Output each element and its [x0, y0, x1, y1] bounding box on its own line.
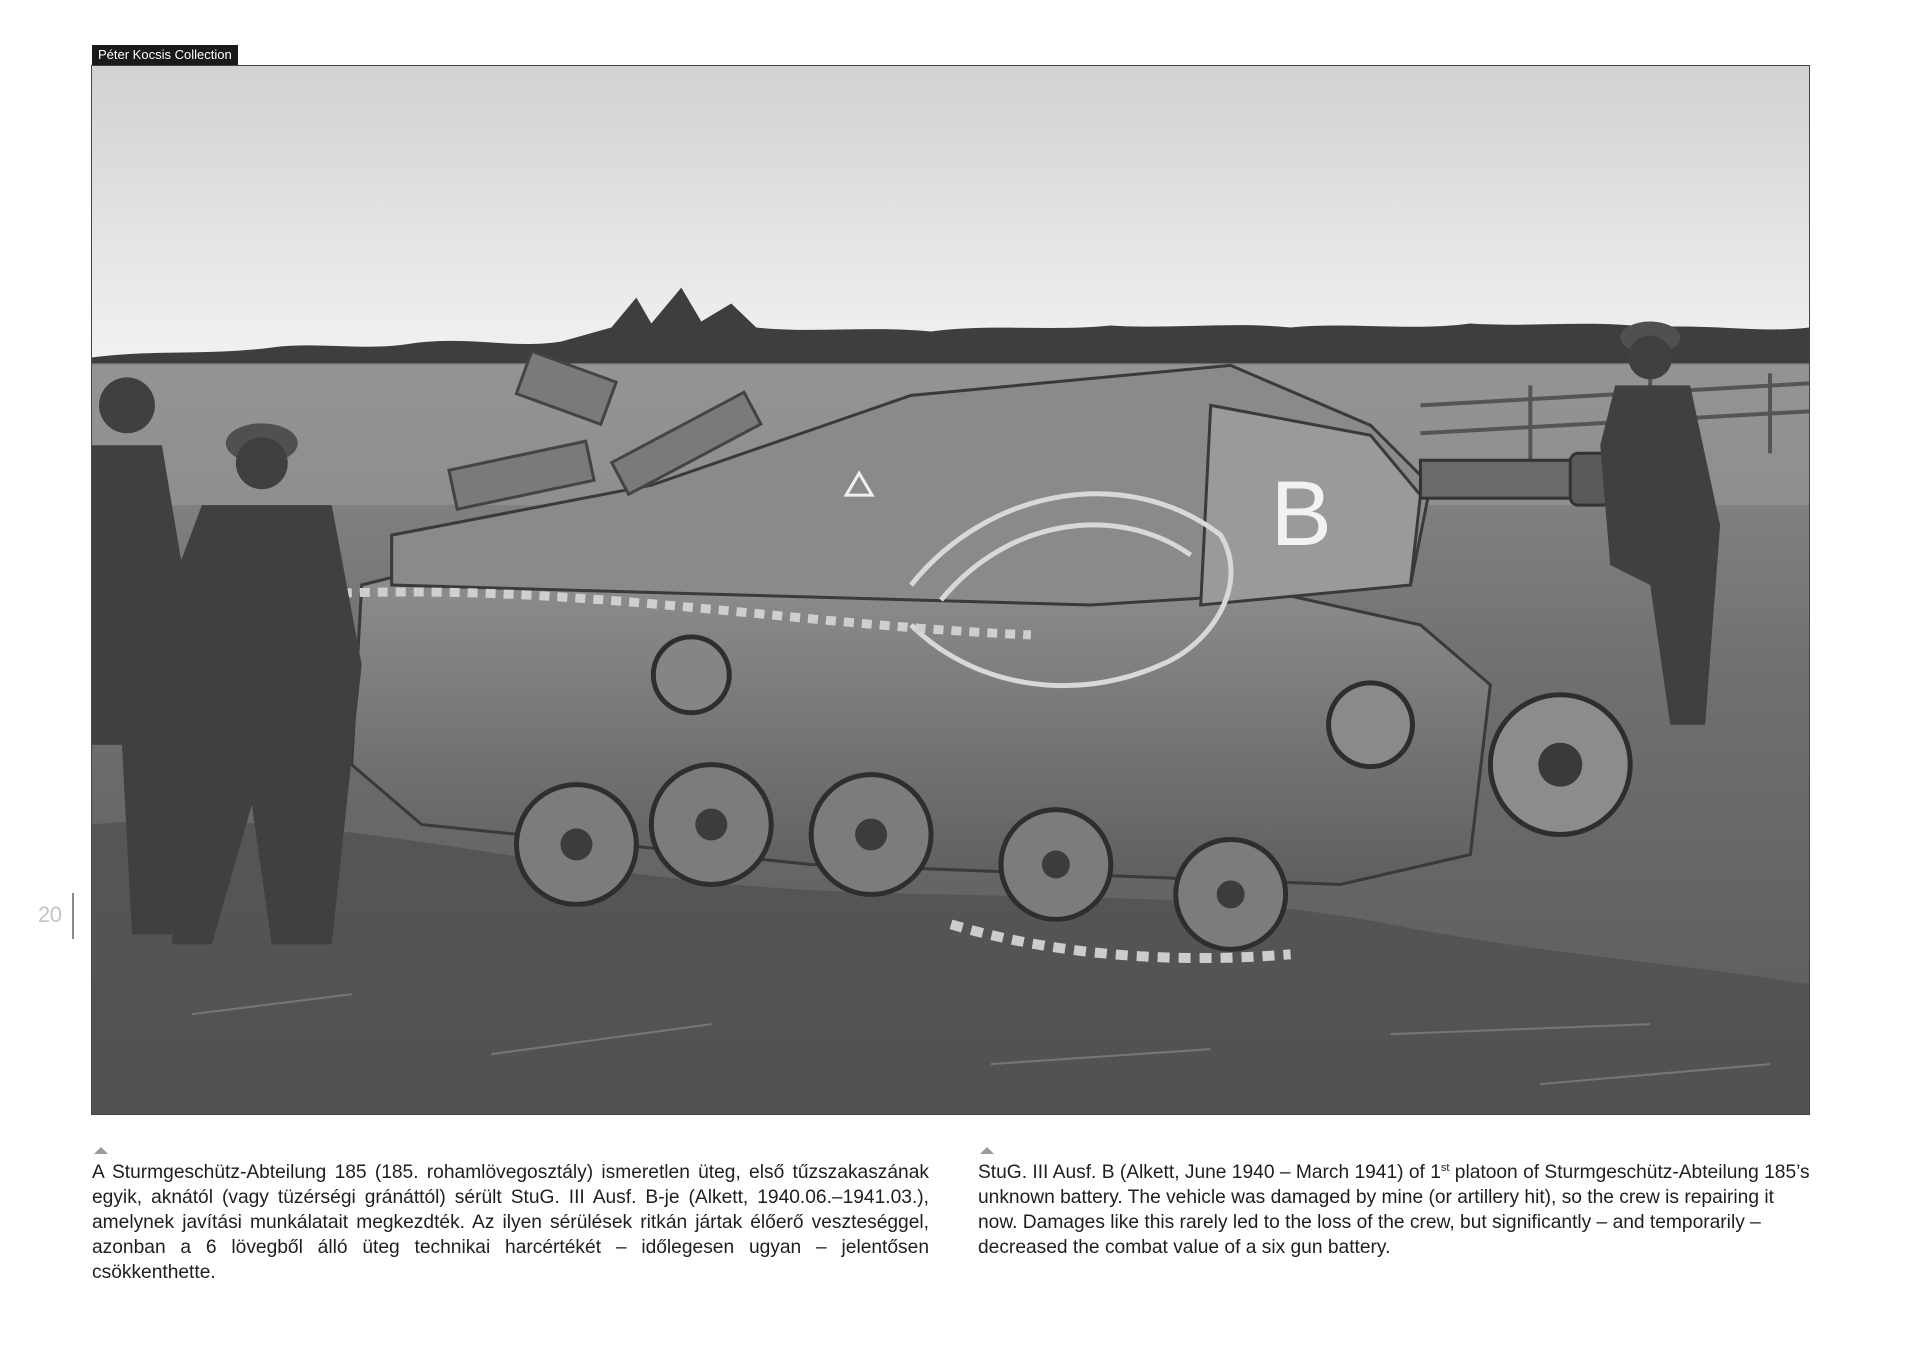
photograph-stug-iii	[91, 65, 1810, 1115]
caption-pointer-icon	[94, 1147, 108, 1154]
sky	[92, 66, 1809, 365]
vehicle-marking-letter: B	[1270, 463, 1332, 566]
page-number: 20	[38, 902, 62, 927]
caption-pointer-icon	[980, 1147, 994, 1154]
caption-hungarian: A Sturmgeschütz-Abteilung 185 (185. rohamlövegosztály) ismeretlen üteg, első tűzszakaszának egyik, aknától (vagy tüzérségi gránáttól) sérült StuG. III Ausf. B-je (Alkett, 1940.06.–1941.03.), amelynek javítási munkálatait megkezdték. Az ilyen sérülések ritkán jártak élőerő veszteséggel, azonban a 6 lövegből álló üteg technikai harcértékét – időlegesen ugyan – jelentősen csökkenthette.	[92, 1162, 929, 1283]
caption-english-part-2: platoon of Sturmgeschütz-Abteilung 185’s unknown battery. The vehicle was damaged by mine (or artillery hit), so the crew is repairing it now. Damages like this rarely led to the loss of the crew, but significantly – and temporarily – decreased the combat value of a six gun battery.	[978, 1162, 1810, 1258]
caption-english-superscript: st	[1440, 1162, 1450, 1174]
photo-illustration	[92, 66, 1809, 1114]
gun-barrel	[1420, 460, 1580, 498]
caption-english-part-1: StuG. III Ausf. B (Alkett, June 1940 – March 1941) of 1	[978, 1162, 1441, 1183]
page-number-divider	[72, 893, 74, 939]
caption-english	[978, 1160, 1815, 1260]
photo-credit-label: Péter Kocsis Collection	[92, 45, 238, 65]
